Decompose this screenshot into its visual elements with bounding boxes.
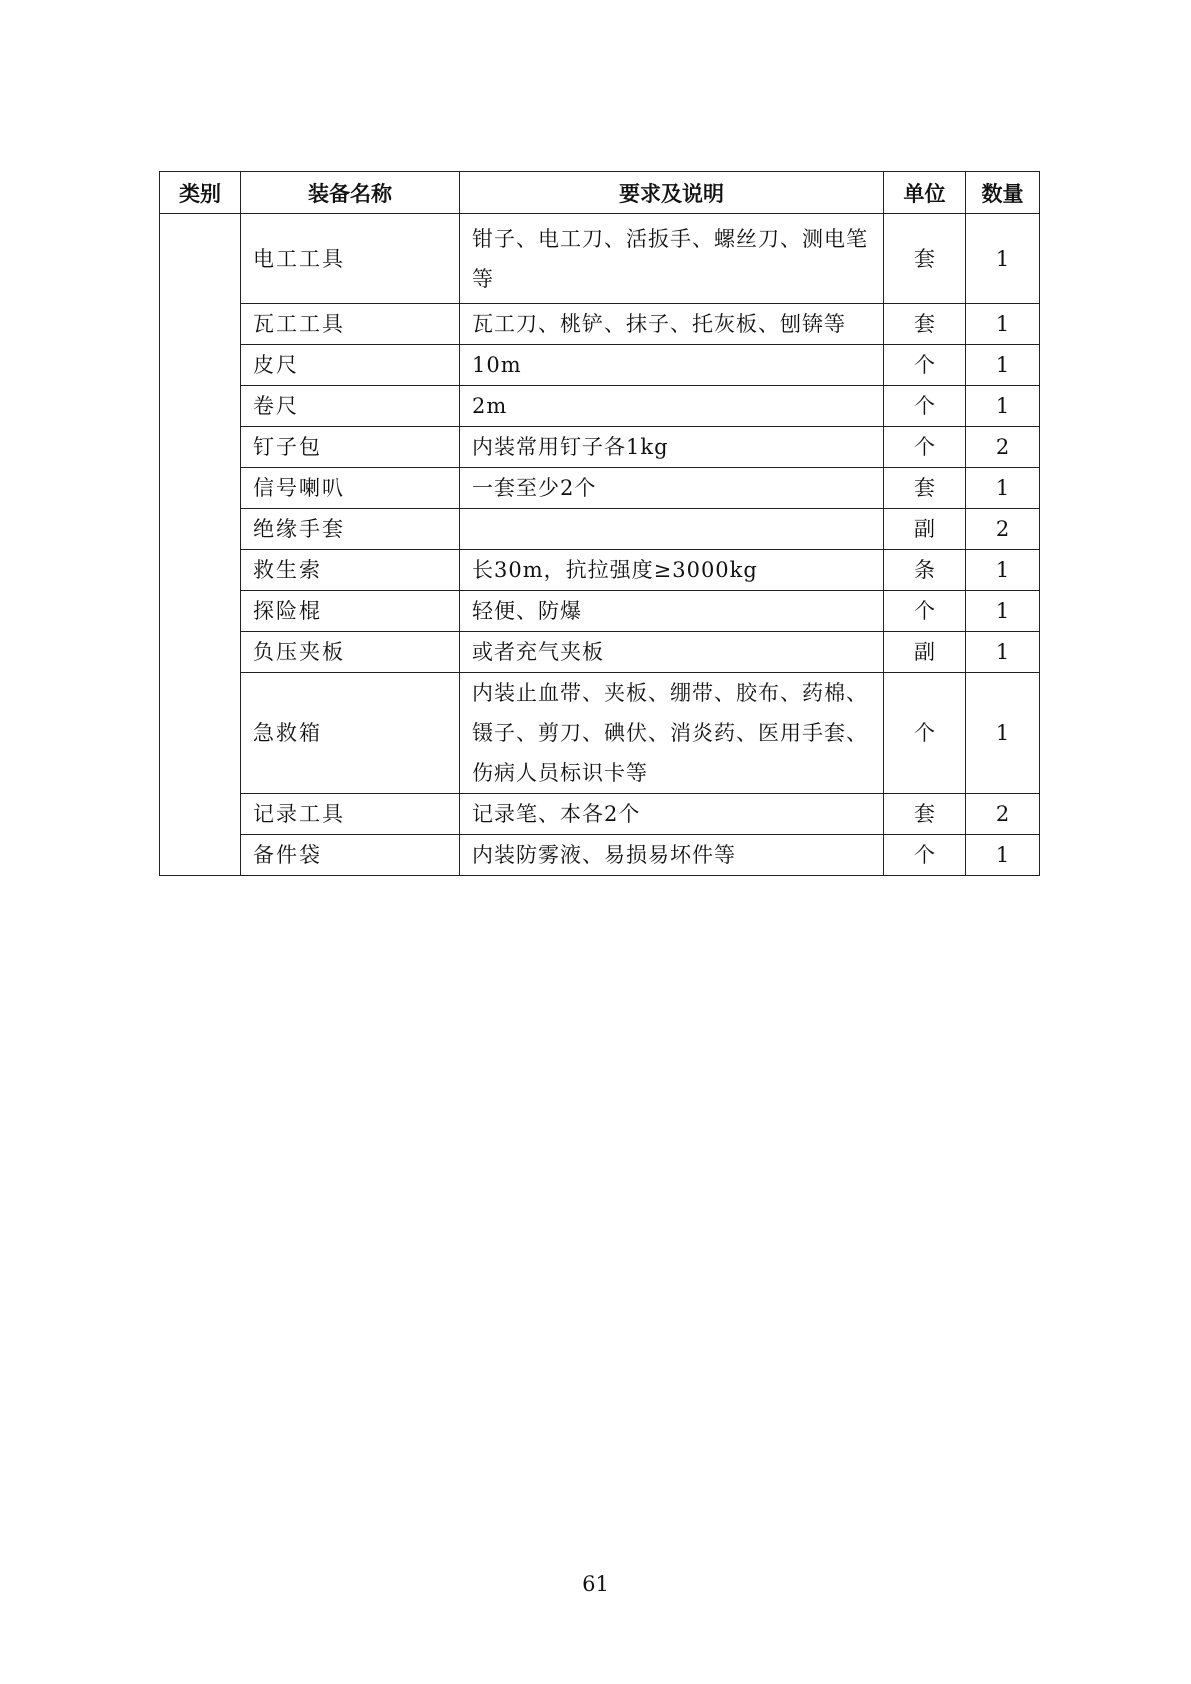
- equipment-name: 电工工具: [241, 214, 460, 304]
- equipment-description: 内装防雾液、易损易坏件等: [460, 835, 884, 876]
- equipment-quantity: 1: [966, 304, 1040, 345]
- equipment-quantity: 1: [966, 345, 1040, 386]
- header-quantity: 数量: [966, 172, 1040, 214]
- table-row: [160, 304, 1040, 345]
- equipment-description: [460, 509, 884, 550]
- equipment-name: 信号喇叭: [241, 468, 460, 509]
- equipment-description: 或者充气夹板: [460, 632, 884, 673]
- table-row: [160, 591, 1040, 632]
- equipment-description: 钳子、电工刀、活扳手、螺丝刀、测电笔等: [460, 214, 884, 304]
- equipment-name: 急救箱: [241, 673, 460, 794]
- equipment-description: 瓦工刀、桃铲、抹子、托灰板、刨锛等: [460, 304, 884, 345]
- equipment-name: 负压夹板: [241, 632, 460, 673]
- equipment-unit: 个: [884, 835, 966, 876]
- table-header-row: [160, 172, 1040, 214]
- equipment-quantity: 1: [966, 632, 1040, 673]
- equipment-unit: 个: [884, 345, 966, 386]
- equipment-quantity: 1: [966, 835, 1040, 876]
- equipment-quantity: 1: [966, 468, 1040, 509]
- table-row: [160, 550, 1040, 591]
- equipment-description: 一套至少2个: [460, 468, 884, 509]
- equipment-name: 绝缘手套: [241, 509, 460, 550]
- equipment-quantity: 2: [966, 427, 1040, 468]
- equipment-quantity: 2: [966, 794, 1040, 835]
- table-row: [160, 509, 1040, 550]
- table-row: [160, 345, 1040, 386]
- equipment-description: 轻便、防爆: [460, 591, 884, 632]
- table-row: [160, 794, 1040, 835]
- equipment-unit: 套: [884, 304, 966, 345]
- equipment-unit: 个: [884, 591, 966, 632]
- equipment-name: 钉子包: [241, 427, 460, 468]
- category-cell: [160, 214, 241, 876]
- equipment-quantity: 1: [966, 673, 1040, 794]
- table-row: [160, 835, 1040, 876]
- equipment-name: 备件袋: [241, 835, 460, 876]
- table-row: [160, 427, 1040, 468]
- equipment-description: 内装常用钉子各1kg: [460, 427, 884, 468]
- equipment-description: 10m: [460, 345, 884, 386]
- table-row: [160, 632, 1040, 673]
- equipment-name: 救生索: [241, 550, 460, 591]
- header-category: 类别: [160, 172, 241, 214]
- equipment-name: 卷尺: [241, 386, 460, 427]
- equipment-unit: 副: [884, 632, 966, 673]
- equipment-unit: 个: [884, 386, 966, 427]
- header-description: 要求及说明: [460, 172, 884, 214]
- equipment-unit: 套: [884, 468, 966, 509]
- equipment-unit: 套: [884, 794, 966, 835]
- equipment-quantity: 2: [966, 509, 1040, 550]
- header-unit: 单位: [884, 172, 966, 214]
- equipment-unit: 副: [884, 509, 966, 550]
- page-number: 61: [582, 1572, 609, 1596]
- header-name: 装备名称: [241, 172, 460, 214]
- table-row: [160, 214, 1040, 304]
- equipment-description: 2m: [460, 386, 884, 427]
- equipment-description: 长30m，抗拉强度≥3000kg: [460, 550, 884, 591]
- equipment-unit: 个: [884, 427, 966, 468]
- equipment-quantity: 1: [966, 386, 1040, 427]
- equipment-quantity: 1: [966, 591, 1040, 632]
- equipment-description: 内装止血带、夹板、绷带、胶布、药棉、镊子、剪刀、碘伏、消炎药、医用手套、伤病人员标识卡等: [460, 673, 884, 794]
- equipment-name: 皮尺: [241, 345, 460, 386]
- equipment-unit: 个: [884, 673, 966, 794]
- equipment-unit: 条: [884, 550, 966, 591]
- equipment-quantity: 1: [966, 550, 1040, 591]
- equipment-description: 记录笔、本各2个: [460, 794, 884, 835]
- equipment-name: 探险棍: [241, 591, 460, 632]
- equipment-quantity: 1: [966, 214, 1040, 304]
- table-row: [160, 468, 1040, 509]
- equipment-table: [159, 171, 1040, 876]
- equipment-unit: 套: [884, 214, 966, 304]
- equipment-name: 瓦工工具: [241, 304, 460, 345]
- equipment-name: 记录工具: [241, 794, 460, 835]
- table-row: [160, 673, 1040, 794]
- table-row: [160, 386, 1040, 427]
